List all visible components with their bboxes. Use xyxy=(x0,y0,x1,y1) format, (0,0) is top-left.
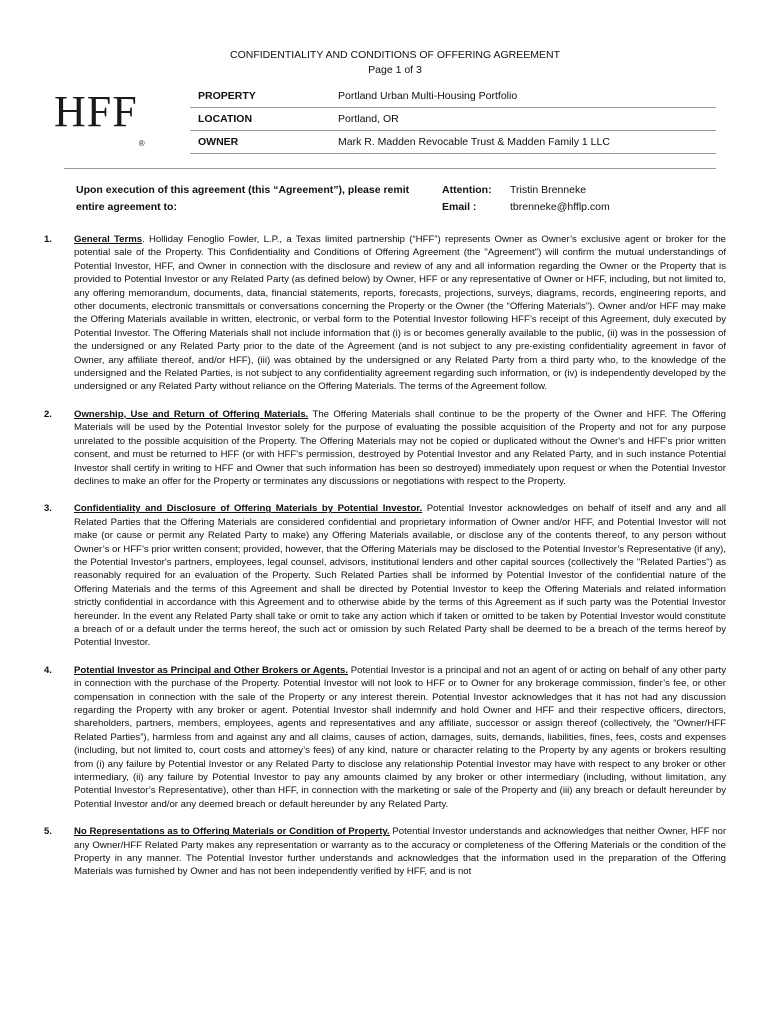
location-row xyxy=(190,108,716,131)
owner-label: OWNER xyxy=(198,136,239,148)
section-number: 3. xyxy=(44,503,52,515)
section-heading: Confidentiality and Disclosure of Offering Materials by Potential Investor. xyxy=(74,503,423,515)
email-value: tbrenneke@hfflp.com xyxy=(510,201,610,213)
property-value: Portland Urban Multi-Housing Portfolio xyxy=(338,90,518,102)
registered-mark: ® xyxy=(138,139,146,148)
section-body: Potential Investor is a principal and not an agent of or acting on behalf of any other party in connection with the purchase of the Property. Potential Investor will not look to HFF or to Owner for any brokerage commission, finder’s fee, or other compensation in connection with the sale of the Property or any interest therein. Potential Investor acknowledges that it has not had any discussion regarding the Property with any broker or agent. Potential Investor shall indemnify and hold Owner and HFF and their respective officers, directors, shareholders, partners, members, employees, agents and representatives and any affiliate, successor or assign thereof (collectively, the “Owner/HFF Related Parties”), harmless from and against any and all claims, causes of action, damages, suits, demands, liabilities, fines, fees, costs and expenses (including, but not limited to, court costs and attorney’s fees) of any kind, nature or character relating to the Property by any agents or brokers resulting from (i) any failure by Potential Investor or any Related Party to disclose any relationship Potential Investor may have with respect to any broker or other intermediary, (ii) any failure by Potential Investor to pay any amounts claimed by any broker or other intermediary (including, without limitation, any Potential Investor’s Representative), other than HFF, in connection with the marketing or sale of the Property and (iii) any breach or default hereunder by Potential Investor and/or any deemed breach or default hereunder by any Related Party. xyxy=(74,664,726,810)
owner-row xyxy=(190,131,716,154)
hff-logo xyxy=(54,87,146,148)
section-text xyxy=(74,408,726,488)
section-number: 2. xyxy=(44,408,52,420)
owner-value: Mark R. Madden Revocable Trust & Madden Family 1 LLC xyxy=(338,136,610,148)
section-body: Potential Investor understands and acknowledges that neither Owner, HFF nor any Owner/HFF Related Party makes any representation or warranty as to the accuracy or completeness of the Offering Materials or the condition of the Property in any manner. The Potential Investor further understands and acknowledges that the information used in the preparation of the Offering Materials was furnished by Owner and has not been independently verified by HFF, and is not xyxy=(74,826,727,878)
section-5 xyxy=(44,825,726,879)
property-info-table xyxy=(190,85,716,154)
attention-row xyxy=(442,182,610,199)
attention-value: Tristin Brenneke xyxy=(510,184,587,196)
location-value: Portland, OR xyxy=(338,113,399,125)
section-1 xyxy=(44,233,726,394)
section-text xyxy=(74,664,726,811)
section-heading: Ownership, Use and Return of Offering Materials. xyxy=(74,408,309,420)
email-label: Email : xyxy=(442,201,477,213)
contact-block xyxy=(442,182,610,216)
section-number: 1. xyxy=(44,234,52,245)
document-title: CONFIDENTIALITY AND CONDITIONS OF OFFERING AGREEMENT xyxy=(229,49,560,61)
location-label: LOCATION xyxy=(198,113,253,125)
section-body: The Offering Materials shall continue to be the property of the Owner and HFF. The Offering Materials will be used by the Potential Investor solely for the purpose of evaluating the possible acquisition of the Property and not for any purpose unrelated to the possible acquisition of the Property. The Offering Materials may not be copied or duplicated without the Owner's and HFF's prior written consent, and must be returned to HFF (or with HFF's permission, destroyed by Potential Investor and any Related Party, and in such instance Potential Investor shall certify in writing to HFF and Owner that such information has been so destroyed) immediately upon request or when the Potential Investor declines to make an offer for the Property or terminates any discussions or negotiations with respect to the Property. xyxy=(74,408,726,487)
section-text xyxy=(74,502,726,649)
section-4 xyxy=(44,664,726,811)
section-number: 4. xyxy=(44,664,52,676)
section-2 xyxy=(44,408,726,488)
section-text xyxy=(74,825,726,879)
section-number: 5. xyxy=(44,826,52,838)
property-row xyxy=(190,85,716,108)
page-number: Page 1 of 3 xyxy=(368,64,422,76)
property-label: PROPERTY xyxy=(198,90,256,102)
section-heading: Potential Investor as Principal and Other Brokers or Agents. xyxy=(74,664,349,676)
remit-instructions: Upon execution of this agreement (this “Agreement”), please remit entire agreement to: xyxy=(76,184,410,213)
section-heading: General Terms xyxy=(74,234,143,245)
section-heading: No Representations as to Offering Materials or Condition of Property. xyxy=(74,826,390,838)
agreement-sections xyxy=(44,233,726,893)
section-3 xyxy=(44,502,726,649)
attention-label: Attention: xyxy=(442,184,492,196)
header-divider xyxy=(64,168,716,169)
section-text xyxy=(74,233,726,394)
logo-text: HFF xyxy=(54,87,138,136)
section-body: Potential Investor acknowledges on behalf of itself and any and all Related Parties that the Offering Materials are considered confidential and proprietary information of Owner and/or HFF, and Potential Investor will not make (or cause or permit any Related Party to make) any Offering Materials available, or disclose any of the contents thereof, to any person without Owner’s or HFF’s prior written consent; provided, however, that the Offering Materials may be disclosed to the Potential Investor’s Representative (if any), the Potential Investor's partners, employees, legal counsel, advisors, institutional lenders and other capital sources (collectively the "Related Parties") as reasonably required for an evaluation of the Property. Such Related Parties shall be informed by Potential Investor of the confidential nature of the Offering Materials and the terms of this Agreement and shall be directed by Potential Investor to keep the Offering Materials and related information strictly confidential in accordance with this Agreement and to otherwise abide by the terms of this Agreement as if such party was the Potential Investor hereunder. In the event any Related Party shall take or omit to take any action which if taken or omitted to be taken by Potential Investor would constitute a breach of or a default under the terms hereof, the such act or omission by such Related Party shall be deemed to be a breach of the terms hereof by Potential Investor. xyxy=(74,503,726,649)
email-row xyxy=(442,199,610,216)
section-body: . Holliday Fenoglio Fowler, L.P., a Texas limited partnership (“HFF”) represents Owner as Owner’s exclusive agent or broker for the potential sale of the Property. This Confidentiality and Conditions of Offering Agreement (the "Agreement") will confirm the mutual understandings of Potential Investor, HFF, and Owner in connection with the disclosure and review of any and all information regarding the Owner or the Property that is provided to Potential Investor or any Related Party (as defined below) by Owner, HFF or any representative of Owner or HFF, including, but not limited to, any offering memorandum, documents, data, financial statements, reports, forecasts, projections, surveys, diagrams, records, engineering reports, and other documents, electronic transmittals or conversations concerning the Property or the Owner (the “Offering Materials”). Owner and/or HFF may make the Offering Materials available in written, electronic, or verbal form to the Potential Investor following HFF’s receipt of this Agreement, duly executed by Potential Investor. The Offering Materials shall not include information that (i) is or becomes generally available to the public, (ii) was in the possession of the undersigned or any Related Party prior to the date of the Agreement (and is not subject to any pre-existing confidentiality agreement in favor of Owner, any affiliate thereof, and/or HFF), (iii) was obtained by the undersigned or any Related Party from a third party who, to the knowledge of the undersigned and the Related Parties, is not subject to any confidentiality agreement regarding such information, or (iv) is independently developed by the undersigned or any Related Party without reliance on the Offering Materials. The terms of the Agreement follow. xyxy=(74,234,726,393)
